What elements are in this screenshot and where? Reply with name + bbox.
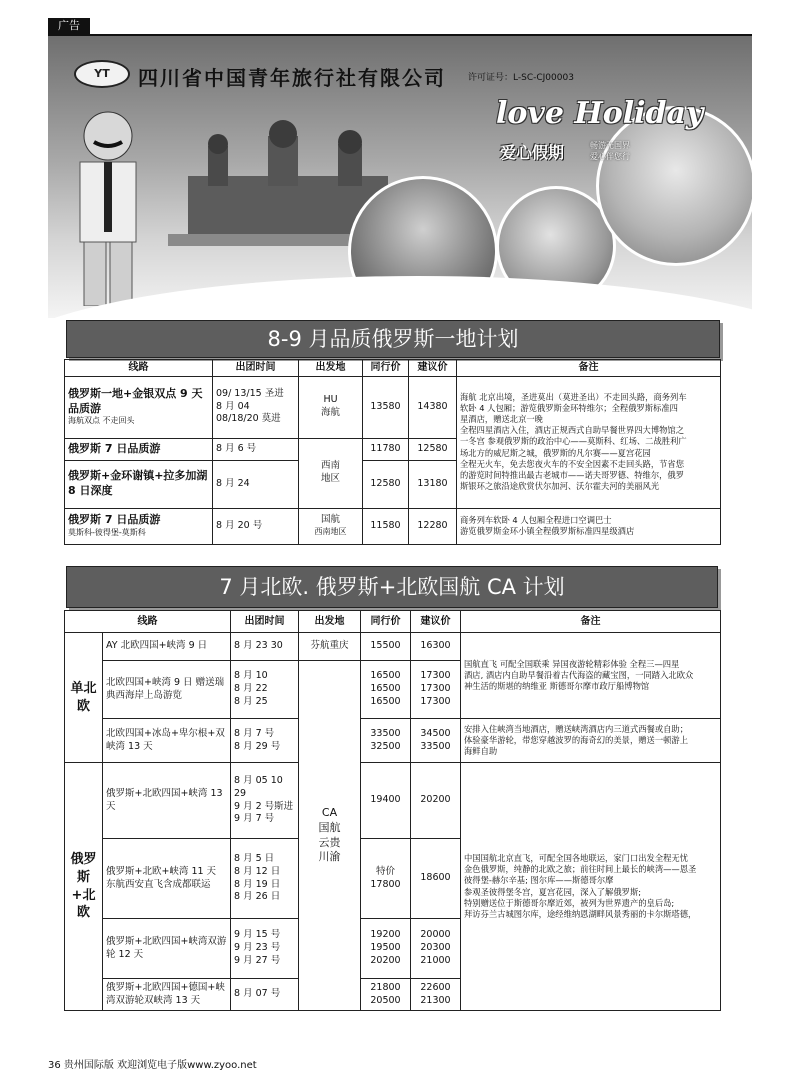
license-number: 许可证号：L-SC-CJ00003 xyxy=(468,73,574,83)
page-footer: 36 贵州国际版 欢迎浏览电子版www.zyoo.net xyxy=(48,1060,257,1071)
slogan: 畅游无国界 爱心伴您行 xyxy=(590,141,630,161)
group-russia-nordic: 俄罗斯+北欧 xyxy=(65,763,103,1011)
group-single-nordic: 单北欧 xyxy=(65,633,103,763)
ad-tag: 广告 xyxy=(48,18,90,34)
table-row: 俄罗斯+北欧四国+德国+峡湾双游轮双峡湾 13 天 8 月 07 号 21800 20500 22600 21300 xyxy=(65,979,721,1011)
section2-title: 7 月北欧. 俄罗斯+北欧国航 CA 计划 xyxy=(66,566,718,608)
table-row: 俄罗斯 7 日品质游 8 月 6 号 西南 地区 11780 12580 xyxy=(65,438,721,460)
table-row: 俄罗斯+北欧+峡湾 11 天 东航西安直飞含成都联运 8 月 5 日 8 月 12 日 8 月 19 日 8 月 26 日 特价 17800 18600 xyxy=(65,839,721,919)
table-row: 单北欧 AY 北欧四国+峡湾 9 日 8 月 23 30 芬航重庆 15500 16300 国航直飞 可配全国联乘 异国夜游轮精彩体验 全程三—四星 酒店, 酒店内自助早餐沿着古代海盗的藏宝图，一同踏入北欧众 神生活的斯堪的纳维亚 斯德哥尔摩市政厅船博物馆 xyxy=(65,633,721,661)
table-header-row: 线路 出团时间 出发地 同行价 建议价 备注 xyxy=(65,611,721,633)
table-row: 俄罗斯 7 日品质游 莫斯科-彼得堡-莫斯科 8 月 20 号 国航 西南地区 11580 12280 商务列车软卧 4 人包厢全程进口空调巴士 游览俄罗斯金环小镇全程俄罗斯标准四星级酒店 xyxy=(65,508,721,544)
table-header-row: 线路 出团时间 出发地 同行价 建议价 备注 xyxy=(65,360,721,377)
table-row: 俄罗斯一地+金银双点 9 天品质游 海航双点 不走回头 09/ 13/15 圣进 8 月 04 08/18/20 莫进 HU 海航 13580 14380 海航 北京出境，圣进莫出（莫进圣出）不走回头路，商务列车 软卧 4 人包厢；游览俄罗斯金环特维尔；全程俄罗斯标准四 星酒店，赠送北京一晚 全程四星酒店入住，酒店正规西式自助早餐世界四大博物馆之 一冬宫 参观俄罗斯的政治中心——莫斯科、红场、二战胜利广 场北方的威尼斯之城，俄罗斯的凡尔赛——夏宫花园 全程无火车，免去您夜火车的不安全因素不走回头路，节省您 的游览时间特推出最古老城市——诺夫哥罗德、特维尔，俄罗 斯银环之旅沿途欣赏伏尔加河、沃尔霍夫河的美丽风光 xyxy=(65,376,721,438)
section1-title: 8-9 月品质俄罗斯一地计划 xyxy=(66,320,720,358)
table-row: 北欧四国+冰岛+卑尔根+双峡湾 13 天 8 月 7 号 8 月 29 号 33500 32500 34500 33500 安排入住峡湾当地酒店，赠送峡湾酒店内三道式西餐或自助； 体验豪华游轮，带您穿越波罗的海奇幻的美景，赠送一顿游上 海鲜自助 xyxy=(65,719,721,763)
table-row: 北欧四国+峡湾 9 日 赠送瑞典西海岸上岛游览 8 月 10 8 月 22 8 月 25 CA 国航 云贵 川渝 16500 16500 16500 17300 17300 17300 xyxy=(65,661,721,719)
table-row: 俄罗斯+金环谢镇+拉多加湖 8 日深度 8 月 24 12580 13180 xyxy=(65,460,721,508)
section2-table xyxy=(64,610,721,1011)
table-row: 俄罗斯+北欧四国+峡湾双游轮 12 天 9 月 15 号 9 月 23 号 9 月 27 号 19200 19500 20200 20000 20300 21000 xyxy=(65,919,721,979)
banner xyxy=(48,36,752,318)
boy-with-moustache-photo xyxy=(60,96,156,306)
table-row: 俄罗斯+北欧 俄罗斯+北欧四国+峡湾 13 天 8 月 05 10 29 9 月 2 号斯进 9 月 7 号 19400 20200 中国国航北京直飞，可配全国各地联运，家门口出发全程无忧 金色俄罗斯，纯静的北欧之旅；前往时间上最长的峡湾——恩圣 彼得堡-赫尔辛基; 图尔库——斯德哥尔摩 参观圣彼得堡冬宫，夏宫花园，深入了解俄罗斯; 特别赠送位于斯德哥尔摩近郊，被列为世界遗产的皇后岛; 拜访芬兰古城图尔库，途经维纳恩湖畔风景秀丽的卡尔斯塔德， xyxy=(65,763,721,839)
section1-table xyxy=(64,359,721,545)
love-holiday-cn: 爱心假期 xyxy=(500,143,565,162)
company-name: 四川省中国青年旅行社有限公司 xyxy=(138,66,446,90)
love-holiday-logo: love Holiday xyxy=(496,96,704,131)
company-logo: YT xyxy=(74,60,130,88)
